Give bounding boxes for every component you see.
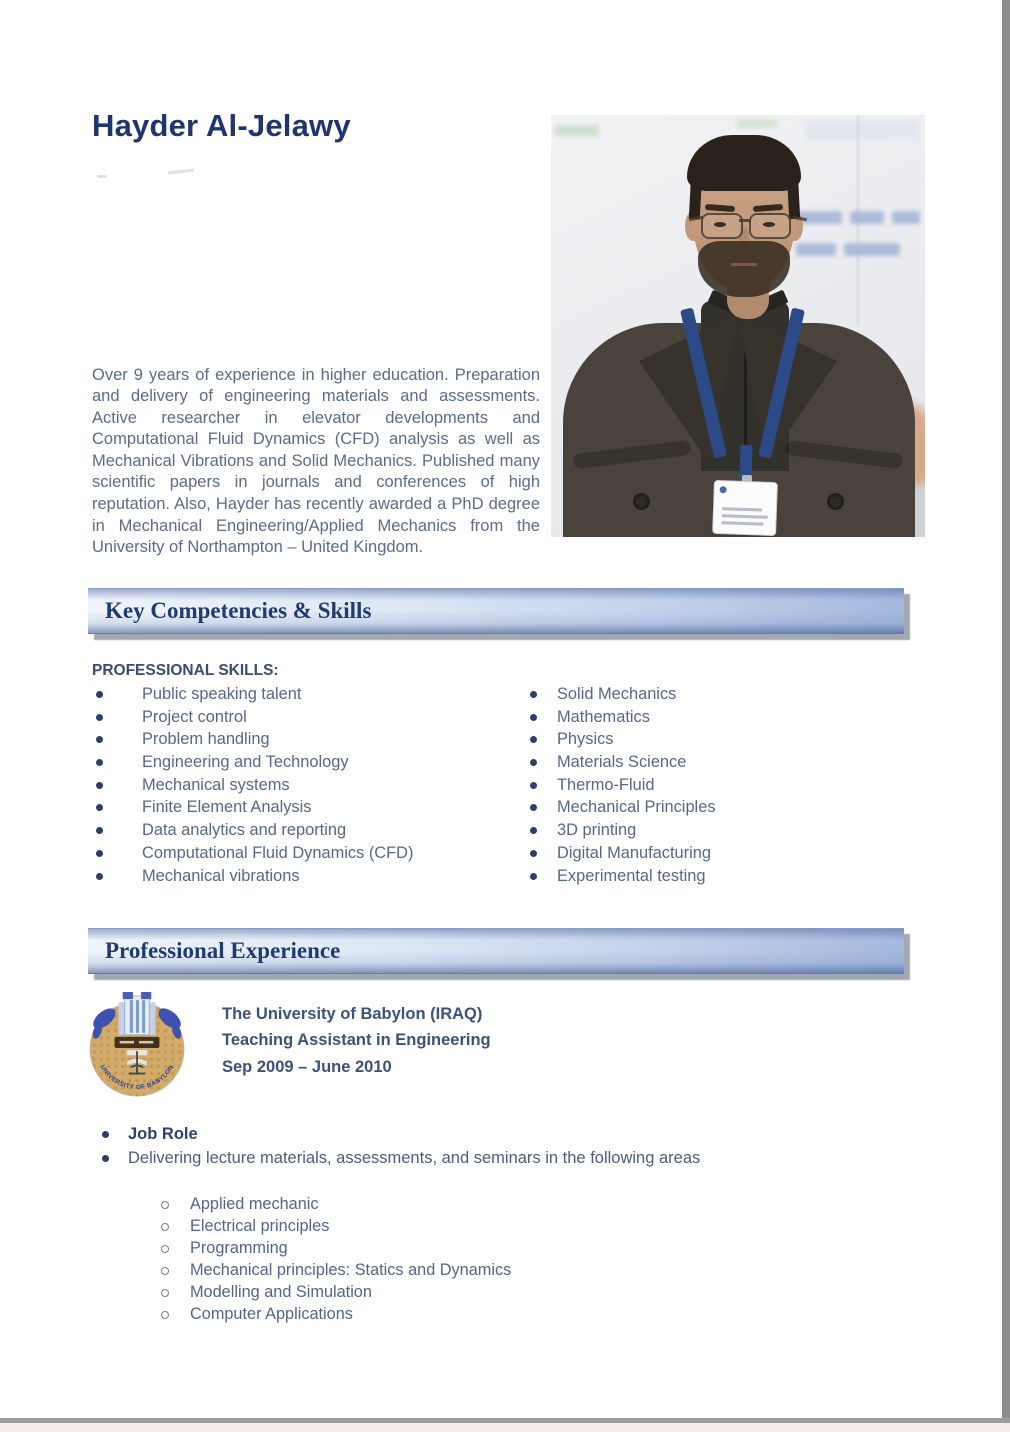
bullet-icon (530, 691, 537, 698)
skill-item (524, 819, 904, 842)
professional-skills-heading: PROFESSIONAL SKILLS: (92, 662, 279, 679)
skill-item (524, 796, 904, 819)
badge-logo-dot (720, 486, 727, 493)
skill-item (524, 842, 904, 865)
skill-label: Physics (557, 730, 614, 749)
page-title: Hayder Al-Jelawy (92, 108, 351, 143)
bullet-icon (96, 759, 103, 766)
skill-label: Project control (142, 707, 247, 726)
skill-label: Engineering and Technology (142, 753, 349, 772)
bullet-icon (102, 1155, 109, 1162)
university-logo-caption: UNIVERSITY OF BABYLON (98, 1064, 176, 1092)
skills-left-column (92, 683, 522, 887)
bullet-icon (530, 714, 537, 721)
employer-name: The University of Babylon (IRAQ) (222, 1005, 483, 1023)
teaching-area-item (158, 1260, 511, 1282)
skill-label: Mechanical systems (142, 775, 290, 794)
page-bottom-strip (0, 1423, 1010, 1432)
bullet-icon (96, 782, 103, 789)
skill-item (92, 774, 522, 797)
teaching-area-label: Electrical principles (190, 1216, 330, 1235)
teaching-area-item (158, 1194, 511, 1216)
teaching-area-item (158, 1304, 511, 1326)
teaching-area-label: Applied mechanic (190, 1195, 319, 1213)
job-role-list (96, 1122, 700, 1170)
skill-label: Data analytics and reporting (142, 821, 347, 840)
person-beard (698, 241, 790, 297)
job-role-description: Delivering lecture materials, assessments, and seminars in the following areas (128, 1149, 701, 1167)
university-of-babylon-logo (84, 992, 190, 1098)
teaching-area-label: Modelling and Simulation (190, 1282, 372, 1301)
circle-bullet-icon (161, 1311, 169, 1319)
bullet-icon (530, 873, 537, 880)
experience-section-title: Professional Experience (105, 938, 341, 963)
skill-label: Public speaking talent (142, 685, 302, 703)
teaching-area-item (158, 1216, 511, 1238)
bullet-icon (530, 804, 537, 811)
bullet-icon (96, 873, 103, 880)
skill-label: Solid Mechanics (557, 685, 677, 703)
bullet-icon (530, 782, 537, 789)
circle-bullet-icon (161, 1201, 169, 1209)
coat-button (633, 493, 650, 510)
skill-item (524, 774, 904, 797)
skill-item (92, 683, 522, 706)
faded-contact-smudge (168, 169, 194, 175)
bullet-icon (96, 714, 103, 721)
skills-right-column (524, 683, 904, 887)
teaching-area-label: Programming (190, 1238, 288, 1257)
teaching-areas-list (158, 1194, 511, 1325)
teaching-area-item (158, 1238, 511, 1260)
bullet-icon (96, 827, 103, 834)
skill-item (92, 706, 522, 729)
name-badge (712, 480, 778, 536)
skill-item (92, 819, 522, 842)
job-role-heading: Job Role (128, 1125, 198, 1143)
teaching-area-label: Computer Applications (190, 1304, 353, 1323)
photo-background-text (892, 211, 920, 224)
circle-bullet-icon (161, 1223, 169, 1231)
photo-background-text (796, 243, 836, 256)
circle-bullet-icon (161, 1289, 169, 1297)
circle-bullet-icon (161, 1245, 169, 1253)
skill-label: Mathematics (557, 707, 650, 726)
skill-item (524, 683, 904, 706)
profile-summary: Over 9 years of experience in higher education. Preparation and delivery of engineering materials and assessments. Active researcher in elevator developments and Computational Fluid Dynamics (CFD) analysis as well as Mechanical Vibrations and Solid Mechanics. Published many scientific papers in journals and conferences of high reputation. Also, Hayder has recently awarded a PhD degree in Mechanical Engineering/Applied Mechanics from the University of Northampton – United Kingdom. (92, 365, 540, 557)
skill-label: Problem handling (142, 730, 270, 749)
skill-label: 3D printing (557, 821, 637, 840)
employment-dates: Sep 2009 – June 2010 (222, 1057, 392, 1076)
bullet-icon (530, 759, 537, 766)
skill-item (524, 865, 904, 888)
skill-label: Computational Fluid Dynamics (CFD) (142, 843, 414, 862)
photo-background-detail (806, 121, 918, 139)
experience-entry (222, 1001, 491, 1080)
bullet-icon (102, 1131, 109, 1138)
page-right-border (1002, 0, 1010, 1418)
skill-item (92, 796, 522, 819)
job-role-description-item (96, 1146, 700, 1170)
photo-background-text (844, 243, 900, 256)
skill-item (524, 706, 904, 729)
bullet-icon (96, 691, 103, 698)
faded-contact-smudge (97, 175, 107, 178)
badge-text-line (722, 514, 768, 519)
badge-text-line (721, 521, 763, 525)
photo-background-detail (737, 119, 777, 128)
skill-label: Digital Manufacturing (557, 843, 711, 862)
teaching-area-label: Mechanical principles: Statics and Dynamics (190, 1260, 512, 1279)
skill-label: Mechanical vibrations (142, 866, 300, 885)
photo-background-detail (555, 125, 599, 136)
bullet-icon (96, 804, 103, 811)
skills-section-title: Key Competencies & Skills (105, 598, 372, 623)
experience-section-header (88, 928, 904, 974)
bullet-icon (530, 736, 537, 743)
skill-item (524, 728, 904, 751)
person-hair (687, 135, 801, 191)
skill-item (92, 865, 522, 888)
skill-item (524, 751, 904, 774)
coat-button (827, 493, 844, 510)
glasses-icon (701, 213, 743, 239)
person-hair (787, 173, 800, 220)
position-title: Teaching Assistant in Engineering (222, 1031, 491, 1050)
job-role-heading-item (96, 1122, 700, 1146)
skill-label: Experimental testing (557, 866, 706, 885)
bullet-icon (530, 850, 537, 857)
skill-item (92, 751, 522, 774)
glasses-bridge (739, 219, 751, 222)
badge-text-line (722, 507, 762, 511)
skill-label: Thermo-Fluid (557, 775, 655, 794)
portrait-photo (551, 115, 925, 537)
photo-background-text (850, 211, 884, 224)
teaching-area-item (158, 1282, 511, 1304)
skill-label: Finite Element Analysis (142, 798, 312, 817)
bullet-icon (530, 827, 537, 834)
skills-section-header (88, 588, 904, 634)
skill-label: Mechanical Principles (557, 798, 716, 817)
bullet-icon (96, 850, 103, 857)
university-logo-emblem (84, 992, 190, 1098)
skill-item (92, 842, 522, 865)
skill-item (92, 728, 522, 751)
glasses-icon (749, 213, 791, 239)
circle-bullet-icon (161, 1267, 169, 1275)
bullet-icon (96, 736, 103, 743)
person-mouth (731, 263, 757, 266)
skill-label: Materials Science (557, 753, 687, 772)
